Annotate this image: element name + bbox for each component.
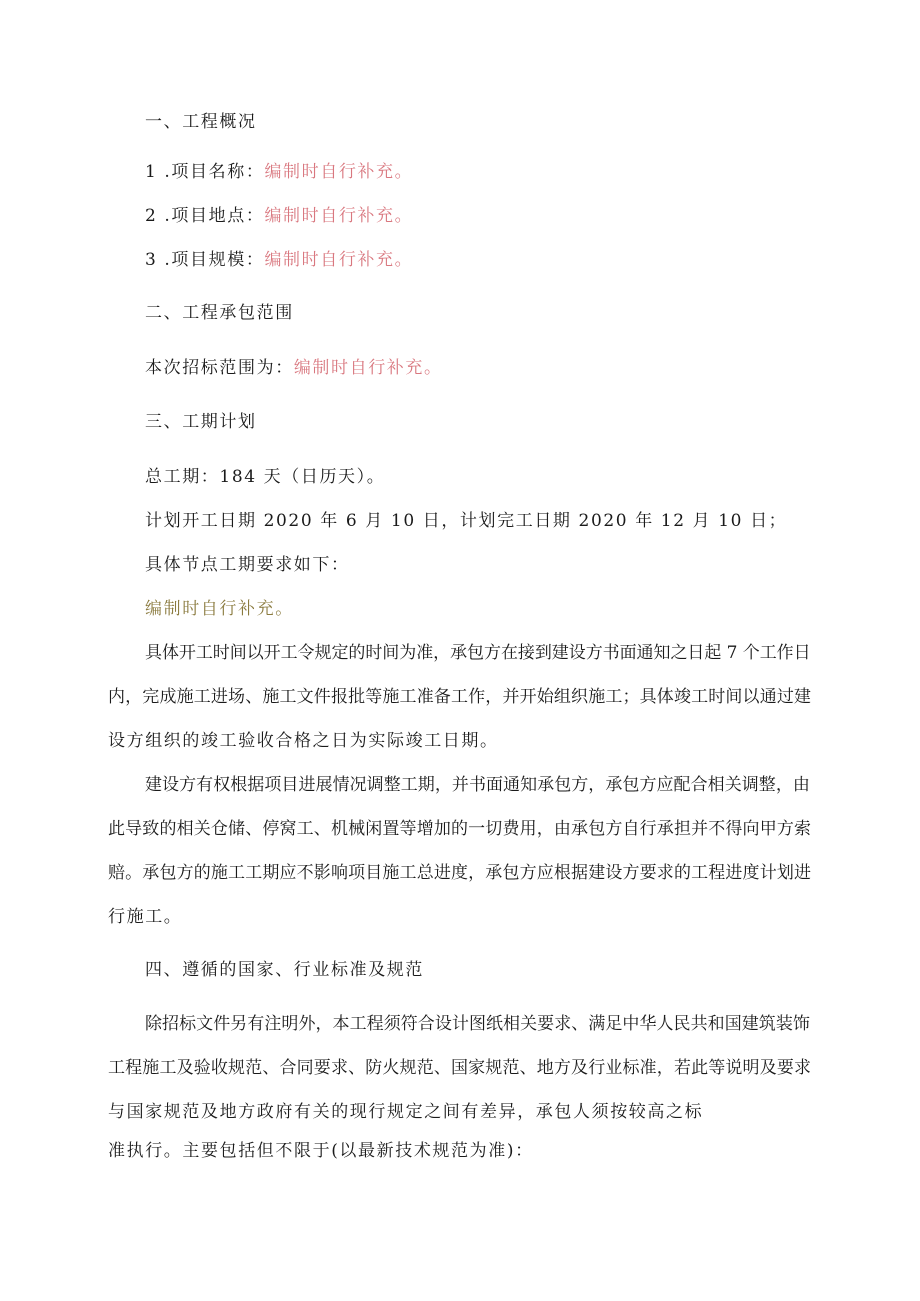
project-location-value: 编制时自行补充。	[264, 206, 414, 226]
standards-para-line2: 工程施工及验收规范、合同要求、防火规范、国家规范、地方及行业标准，若此等说明及要求	[108, 1058, 812, 1078]
bid-scope-value: 编制时自行补充。	[293, 358, 443, 378]
project-name-row	[145, 160, 413, 184]
schedule-para2-line2: 此导致的相关仓储、停窝工、机械闲置等增加的一切费用，由承包方自行承担并不得向甲方索	[108, 819, 812, 839]
standards-para-line3: 与国家规范及地方政府有关的现行规定之间有差异，承包人须按较高之标	[108, 1102, 704, 1122]
project-name-value: 编制时自行补充。	[264, 162, 414, 182]
schedule-para1-line3: 设方组织的竣工验收合格之日为实际竣工日期。	[108, 731, 499, 751]
section-heading-2: 二、工程承包范围	[145, 303, 294, 323]
planned-dates: 计划开工日期 2020 年 6 月 10 日，计划完工日期 2020 年 12 月 10 日；	[145, 511, 788, 531]
project-location-row	[145, 204, 413, 228]
bid-scope-label: 本次招标范围为：	[145, 358, 294, 378]
section-heading-1: 一、工程概况	[145, 112, 257, 132]
project-scale-row	[145, 248, 413, 272]
project-scale-value: 编制时自行补充。	[264, 250, 414, 270]
schedule-para1-line2: 内，完成施工进场、施工文件报批等施工准备工作，并开始组织施工；具体竣工时间以通过建	[108, 687, 812, 707]
standards-para-line1: 除招标文件另有注明外，本工程须符合设计图纸相关要求、满足中华人民共和国建筑装饰	[145, 1014, 810, 1034]
standards-para-line4: 准执行。主要包括但不限于(以最新技术规范为准)：	[108, 1141, 534, 1161]
schedule-para2-line3: 赔。承包方的施工工期应不影响项目施工总进度，承包方应根据建设方要求的工程进度计划进	[108, 863, 812, 883]
project-scale-label: 3 .项目规模：	[145, 250, 265, 270]
section-heading-3: 三、工期计划	[145, 412, 257, 432]
section-heading-4: 四、遵循的国家、行业标准及规范	[145, 960, 424, 980]
schedule-para1-line1: 具体开工时间以开工令规定的时间为准，承包方在接到建设方书面通知之日起 7 个工作日	[145, 643, 811, 663]
project-name-label: 1 .项目名称：	[145, 162, 265, 182]
total-duration: 总工期：184 天（日历天）。	[145, 467, 386, 487]
nodes-value: 编制时自行补充。	[145, 599, 294, 619]
project-location-label: 2 .项目地点：	[145, 206, 265, 226]
schedule-para2-line1: 建设方有权根据项目进展情况调整工期，并书面通知承包方，承包方应配合相关调整，由	[145, 775, 810, 795]
schedule-para2-line4: 行施工。	[108, 907, 183, 927]
bid-scope-row	[145, 356, 443, 380]
nodes-intro: 具体节点工期要求如下：	[145, 555, 350, 575]
